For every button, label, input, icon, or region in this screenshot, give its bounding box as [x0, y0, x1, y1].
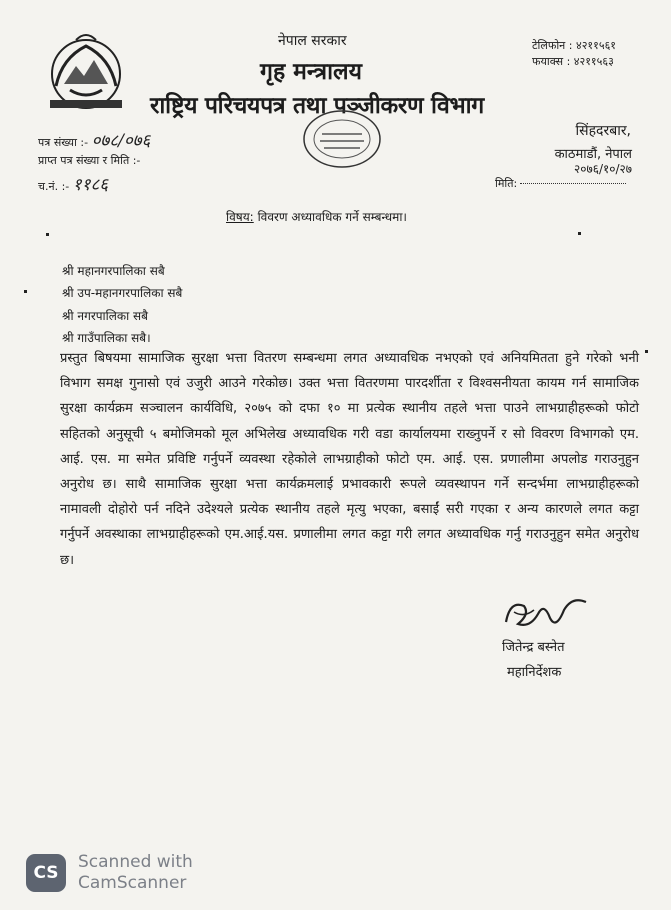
signatory-name: जितेन्द्र बस्नेत: [502, 640, 565, 655]
signatory-title: महानिर्देशक: [507, 665, 562, 680]
nepal-emblem-icon: [42, 28, 130, 116]
department-name: राष्ट्रिय परिचयपत्र तथा पञ्जीकरण विभाग: [150, 93, 484, 119]
office-address: सिंहदरबार,: [575, 123, 631, 139]
scan-speck: [46, 233, 49, 236]
signature-icon: [500, 592, 590, 634]
date-line: [520, 183, 626, 184]
letter-number-row: [38, 128, 150, 151]
letter-date: २०७६/१०/२७: [573, 162, 632, 176]
recipient-item: श्री गाउँपालिका सबै।: [62, 330, 151, 345]
office-stamp-icon: [300, 108, 384, 170]
contact-info: [532, 38, 616, 70]
scan-speck: [578, 232, 581, 235]
recipient-item: श्री महानगरपालिका सबै: [62, 264, 165, 278]
scanner-watermark-line1: Scanned with: [78, 852, 193, 872]
subject-text: विवरण अध्यावधिक गर्ने सम्बन्धमा।: [257, 210, 407, 224]
recipient-list: [62, 260, 182, 349]
dispatch-number-row: [38, 172, 108, 195]
dispatch-number-value: ११८६: [72, 175, 109, 195]
received-letter-ref: प्राप्त पत्र संख्या र मिति :-: [38, 154, 141, 167]
government-name: नेपाल सरकार: [278, 33, 347, 49]
office-city: काठमाडौं, नेपाल: [554, 147, 632, 162]
letter-number-label: पत्र संख्या :-: [38, 136, 89, 149]
recipient-item: श्री नगरपालिका सबै: [62, 308, 149, 323]
dispatch-number-label: च.नं. :-: [38, 180, 70, 193]
phone-number: टेलिफोन : ४२११५६१: [532, 39, 617, 52]
letter-number-value: ०७८/०७६: [91, 131, 151, 151]
subject-line: [226, 208, 407, 225]
subject-label: विषय:: [226, 210, 254, 224]
letter-body: प्रस्तुत बिषयमा सामाजिक सुरक्षा भत्ता वितरण सम्बन्धमा लगत अध्यावधिक नभएको एवं अनियमितता हुने गरेको भनी विभाग समक्ष गुनासो एवं उजुरी आउने गरेकोछ। उक्त भत्ता वितरणमा पारदर्शीता र विश्वसनीयता कायम गर्न सामाजिक सुरक्षा कार्यक्रम सञ्चालन कार्यविधि, २०७५ को दफा १० मा प्रत्येक स्थानीय तहले भत्ता पाउने लाभग्राहीहरूको फोटो सहितको अनुसूची ५ बमोजिमको मूल अभिलेख अध्यावधिक गरी वडा कार्यालयमा राख्नुपर्ने र सो विवरण विभागको एम. आई. एस. मा समेत प्रविष्टि गर्नुपर्ने व्यवस्था रहेकोले लाभग्राहीको फोटो एम. आई. एस. प्रणालीमा अपलोड गराउनुहुन अनुरोध छ। साथै सामाजिक सुरक्षा भत्ता कार्यक्रमलाई प्रभावकारी रूपले व्यवस्थापन गर्ने सन्दर्भमा लाभग्राहीहरूको नामावली दोहोरो पर्न नदिने उदेश्यले प्रत्येक स्थानीय तहले मृत्यु भएका, बसाईं सरी गएका र अन्य कारणले लगत कट्टा गर्नुपर्ने अवस्थाका लाभग्राहीहरूको एम.आई.यस. प्रणालीमा लगत कट्टा गरी लगत अध्यावधिक गर्नु गराउनुहुन समेत अनुरोध छ।: [60, 351, 639, 568]
scan-speck: [24, 290, 27, 293]
camscanner-logo-icon: CS: [26, 854, 66, 892]
recipient-item: श्री उप-महानगरपालिका सबै: [62, 286, 183, 301]
scanner-watermark-line2: CamScanner: [78, 873, 187, 893]
ministry-name: गृह मन्त्रालय: [260, 59, 362, 85]
scan-speck: [645, 350, 648, 353]
fax-number: फयाक्स : ४२११५६३: [532, 55, 614, 68]
date-label: मिति:: [495, 177, 518, 190]
